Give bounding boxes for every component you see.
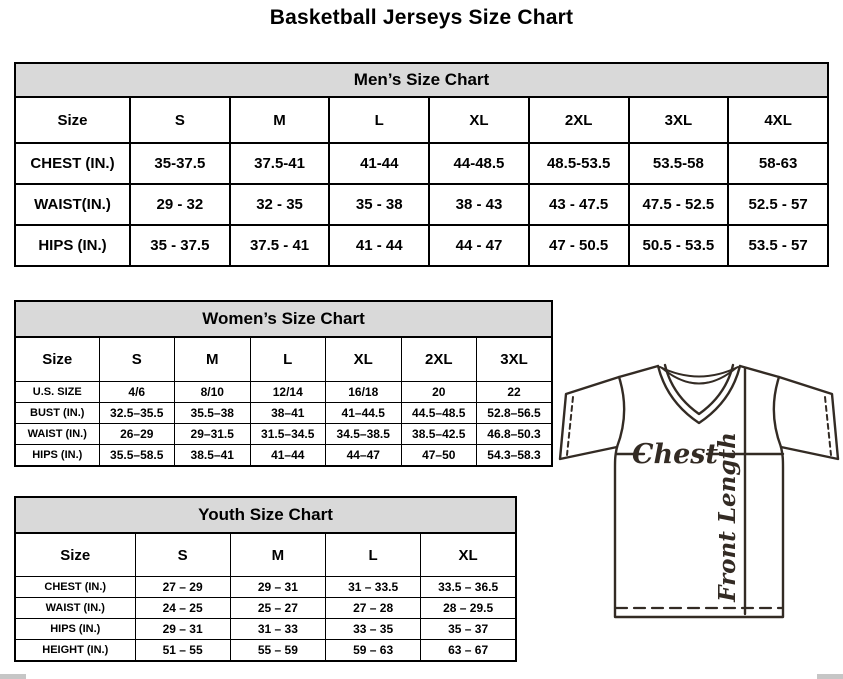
youth_chart-cell: 31 – 33 xyxy=(230,619,325,640)
womens_chart-cell: 29–31.5 xyxy=(175,424,251,445)
womens_chart-col-header: 2XL xyxy=(401,337,477,382)
mens_chart-row xyxy=(15,143,828,184)
mens_chart-cell: 32 - 35 xyxy=(230,184,330,225)
womens_chart-col-header: XL xyxy=(326,337,402,382)
mens_chart-cell: 47 - 50.5 xyxy=(529,225,629,266)
womens_chart-cell: 54.3–58.3 xyxy=(477,445,553,467)
youth_chart-cell: 24 – 25 xyxy=(135,598,230,619)
mens_chart-cell: 37.5 - 41 xyxy=(230,225,330,266)
mens_chart-cell: 53.5 - 57 xyxy=(728,225,828,266)
womens_chart-row xyxy=(15,445,552,467)
womens_chart-cell: 38.5–42.5 xyxy=(401,424,477,445)
youth_chart-col-header: S xyxy=(135,533,230,577)
mens_chart-row-label: HIPS (IN.) xyxy=(15,225,130,266)
mens_chart-col-header: S xyxy=(130,97,230,143)
womens_chart-cell: 41–44 xyxy=(250,445,326,467)
womens_chart-row-label: U.S. SIZE xyxy=(15,382,99,403)
womens_chart-col-header: Size xyxy=(15,337,99,382)
youth_chart-cell: 55 – 59 xyxy=(230,640,325,662)
youth_chart-cell: 59 – 63 xyxy=(326,640,421,662)
mens_chart-cell: 50.5 - 53.5 xyxy=(629,225,729,266)
womens_chart-col-header: S xyxy=(99,337,175,382)
mens_chart-cell: 48.5-53.5 xyxy=(529,143,629,184)
mens_chart-cell: 44 - 47 xyxy=(429,225,529,266)
mens_chart-cell: 35 - 37.5 xyxy=(130,225,230,266)
womens_chart-cell: 34.5–38.5 xyxy=(326,424,402,445)
mens_chart-cell: 43 - 47.5 xyxy=(529,184,629,225)
womens_chart-cell: 22 xyxy=(477,382,553,403)
mens_chart-row xyxy=(15,225,828,266)
youth_chart-cell: 27 – 29 xyxy=(135,577,230,598)
womens_chart-cell: 46.8–50.3 xyxy=(477,424,553,445)
youth_chart-row-label: HEIGHT (IN.) xyxy=(15,640,135,662)
youth_chart-row xyxy=(15,619,516,640)
mens_chart-cell: 47.5 - 52.5 xyxy=(629,184,729,225)
womens_chart-cell: 38–41 xyxy=(250,403,326,424)
mens_chart-col-header: M xyxy=(230,97,330,143)
womens_chart-col-header: M xyxy=(175,337,251,382)
jersey-right-sleeve-seam xyxy=(774,377,781,447)
jersey-left-sleeve-seam xyxy=(617,377,624,447)
youth_chart-title: Youth Size Chart xyxy=(15,497,516,533)
page-title: Basketball Jerseys Size Chart xyxy=(269,6,574,29)
mens_chart-col-header: 2XL xyxy=(529,97,629,143)
youth-size-chart xyxy=(14,496,517,662)
mens_chart-row xyxy=(15,184,828,225)
mens_chart-cell: 44-48.5 xyxy=(429,143,529,184)
youth_chart-col-header: L xyxy=(326,533,421,577)
womens_chart-col-header: 3XL xyxy=(477,337,553,382)
jersey-measurement-diagram-icon xyxy=(558,362,840,624)
mens_chart-col-header: L xyxy=(329,97,429,143)
mens_chart-cell: 41 - 44 xyxy=(329,225,429,266)
mens_chart-title: Men’s Size Chart xyxy=(15,63,828,97)
jersey-left-cuff-dashed-line xyxy=(567,397,573,455)
mens_chart-cell: 35 - 38 xyxy=(329,184,429,225)
womens_chart-cell: 16/18 xyxy=(326,382,402,403)
womens-size-chart xyxy=(14,300,553,467)
youth_chart-cell: 31 – 33.5 xyxy=(326,577,421,598)
mens_chart-cell: 41-44 xyxy=(329,143,429,184)
youth-size-table xyxy=(14,496,517,662)
womens_chart-row-label: BUST (IN.) xyxy=(15,403,99,424)
youth_chart-row-label: WAIST (IN.) xyxy=(15,598,135,619)
womens_chart-cell: 31.5–34.5 xyxy=(250,424,326,445)
womens_chart-cell: 44.5–48.5 xyxy=(401,403,477,424)
womens_chart-row xyxy=(15,424,552,445)
youth_chart-col-header: M xyxy=(230,533,325,577)
youth_chart-row xyxy=(15,640,516,662)
womens_chart-cell: 12/14 xyxy=(250,382,326,403)
youth_chart-row-label: CHEST (IN.) xyxy=(15,577,135,598)
youth_chart-col-header: Size xyxy=(15,533,135,577)
jersey-body-outline xyxy=(615,447,783,617)
womens_chart-col-header: L xyxy=(250,337,326,382)
front-length-label: Front Length xyxy=(714,432,741,602)
youth_chart-cell: 33.5 – 36.5 xyxy=(421,577,516,598)
mens_chart-col-header: XL xyxy=(429,97,529,143)
youth_chart-cell: 35 – 37 xyxy=(421,619,516,640)
mens_chart-cell: 38 - 43 xyxy=(429,184,529,225)
mens_chart-col-header: Size xyxy=(15,97,130,143)
mens_chart-cell: 58-63 xyxy=(728,143,828,184)
youth_chart-cell: 28 – 29.5 xyxy=(421,598,516,619)
womens_chart-row xyxy=(15,403,552,424)
youth_chart-cell: 33 – 35 xyxy=(326,619,421,640)
womens_chart-cell: 47–50 xyxy=(401,445,477,467)
mens_chart-cell: 37.5-41 xyxy=(230,143,330,184)
womens_chart-cell: 35.5–38 xyxy=(175,403,251,424)
youth_chart-cell: 27 – 28 xyxy=(326,598,421,619)
youth_chart-cell: 29 – 31 xyxy=(135,619,230,640)
womens_chart-cell: 52.8–56.5 xyxy=(477,403,553,424)
womens_chart-row-label: HIPS (IN.) xyxy=(15,445,99,467)
womens_chart-cell: 44–47 xyxy=(326,445,402,467)
youth_chart-cell: 29 – 31 xyxy=(230,577,325,598)
youth_chart-row xyxy=(15,577,516,598)
youth_chart-cell: 63 – 67 xyxy=(421,640,516,662)
mens_chart-col-header: 3XL xyxy=(629,97,729,143)
youth_chart-row xyxy=(15,598,516,619)
mens-size-table xyxy=(14,62,829,267)
womens_chart-cell: 38.5–41 xyxy=(175,445,251,467)
mens_chart-cell: 53.5-58 xyxy=(629,143,729,184)
womens_chart-cell: 4/6 xyxy=(99,382,175,403)
jersey-right-cuff-dashed-line xyxy=(825,397,831,455)
womens_chart-row xyxy=(15,382,552,403)
youth_chart-row-label: HIPS (IN.) xyxy=(15,619,135,640)
chest-label: Chest xyxy=(632,439,718,470)
mens_chart-row-label: WAIST(IN.) xyxy=(15,184,130,225)
womens_chart-row-label: WAIST (IN.) xyxy=(15,424,99,445)
womens_chart-cell: 26–29 xyxy=(99,424,175,445)
mens_chart-cell: 35-37.5 xyxy=(130,143,230,184)
youth_chart-cell: 25 – 27 xyxy=(230,598,325,619)
womens_chart-cell: 20 xyxy=(401,382,477,403)
horizontal-scrollbar-thumb-right[interactable] xyxy=(817,674,843,679)
mens_chart-cell: 52.5 - 57 xyxy=(728,184,828,225)
youth_chart-cell: 51 – 55 xyxy=(135,640,230,662)
horizontal-scrollbar-thumb-left[interactable] xyxy=(0,674,26,679)
mens_chart-col-header: 4XL xyxy=(728,97,828,143)
mens_chart-cell: 29 - 32 xyxy=(130,184,230,225)
jersey-right-sleeve xyxy=(740,366,838,459)
mens-size-chart xyxy=(14,62,829,267)
womens_chart-cell: 32.5–35.5 xyxy=(99,403,175,424)
womens_chart-cell: 35.5–58.5 xyxy=(99,445,175,467)
womens_chart-cell: 41–44.5 xyxy=(326,403,402,424)
womens_chart-cell: 8/10 xyxy=(175,382,251,403)
womens-size-table xyxy=(14,300,553,467)
youth_chart-col-header: XL xyxy=(421,533,516,577)
mens_chart-row-label: CHEST (IN.) xyxy=(15,143,130,184)
womens_chart-title: Women’s Size Chart xyxy=(15,301,552,337)
